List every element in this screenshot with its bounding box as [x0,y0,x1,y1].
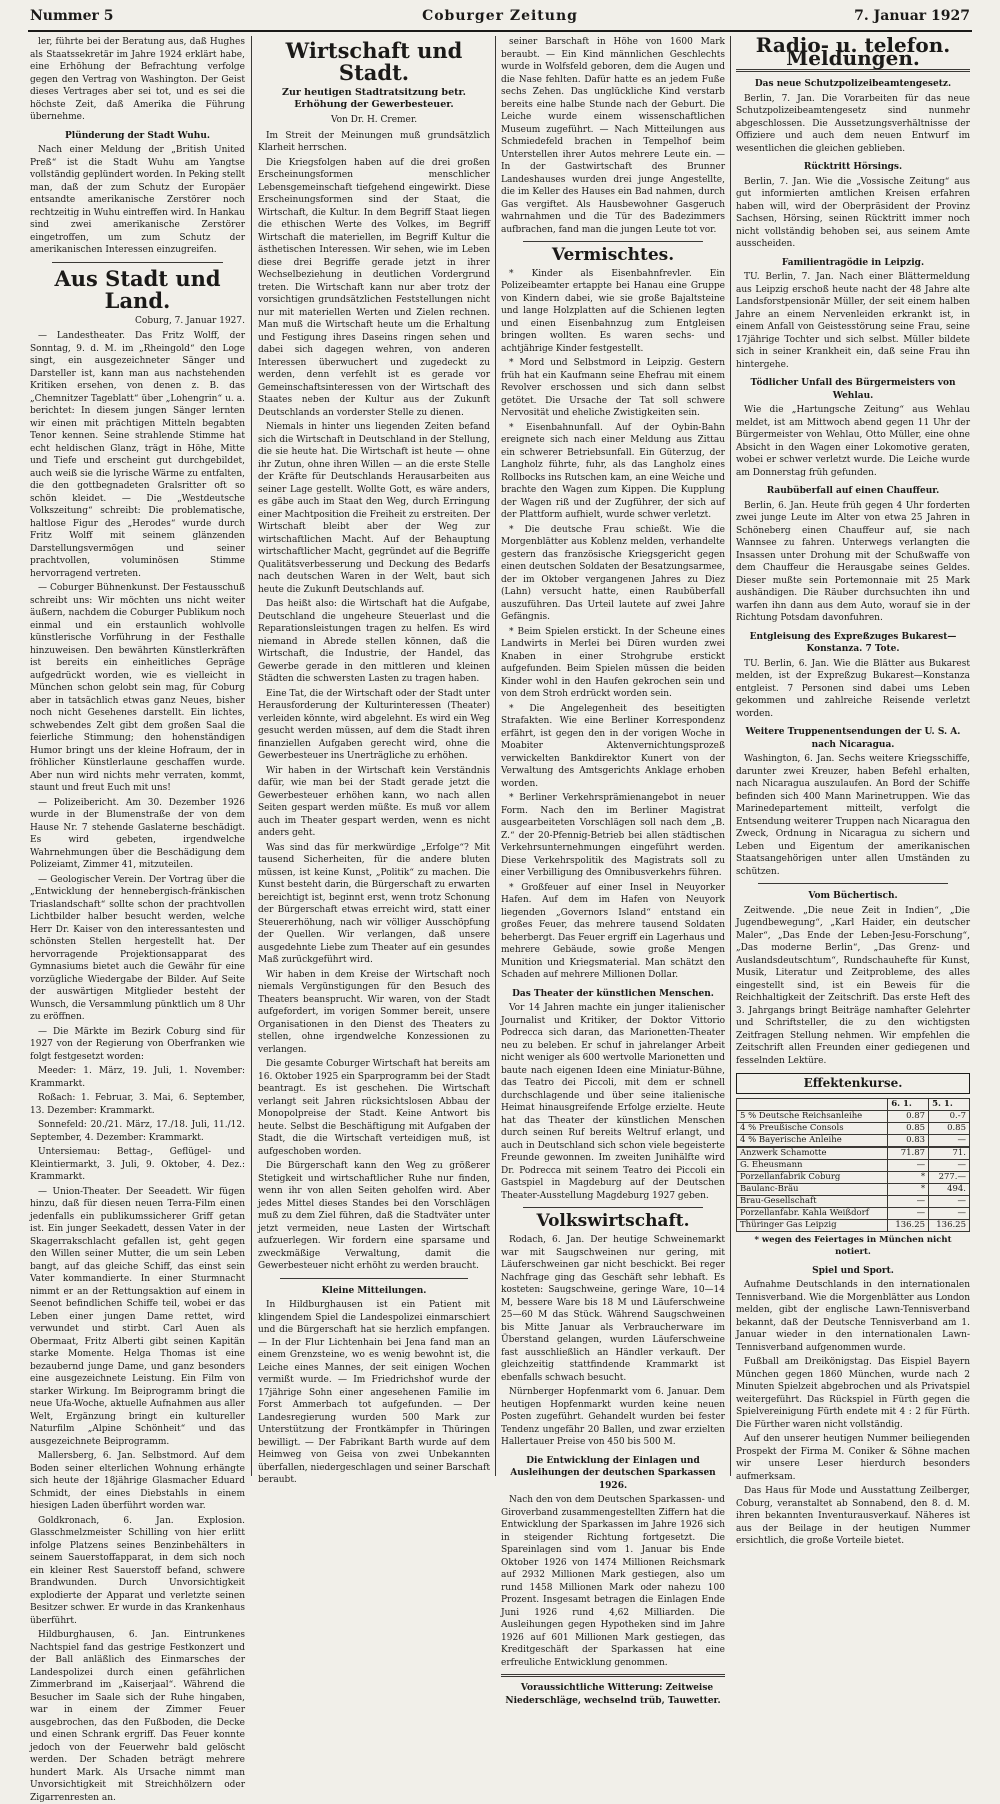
news-headline: Weitere Truppenentsendungen der U. S. A. nach Nicaragua. [745,727,961,750]
table-cell: 4 % Preußische Consols [737,1122,888,1134]
weather-forecast: Voraussichtliche Witterung: Zeitweise Niederschläge, wechselnd trüb, Tauwetter. [505,1683,721,1706]
divider [523,1207,703,1208]
section-heading: Spiel und Sport. [812,1265,894,1276]
news-item: * Mord und Selbstmord in Leipzig. Gestern früh hat ein Kaufmann seine Ehefrau mit einem Revolver erschossen und sich dann selbst getötet. Die Ursache der Tat soll schwere Nervosität und eheliche Zwistigkeiten sein. [501,358,725,419]
article-body: Mallersberg, 6. Jan. Selbstmord. Auf dem Boden seiner elterlichen Wohnung erhängte sich heute der 18jährige Glasmacher Eduard Schmidt, der eines Diebstahls in einem hiesigen Laden überführt worden war. [30,1451,245,1512]
news-headline: Tödlicher Unfall des Bürgermeisters von Wehlau. [750,378,956,401]
table-cell: 136.25 [888,1219,929,1231]
table-cell: — [929,1159,970,1171]
table-cell: * [888,1171,929,1183]
news-item: * Die Angelegenheit des beseitigten Strafakten. Wie eine Berliner Korrespondenz erfährt, ist gegen den in der vorigen Woche in Moabiter Aktenvernichtungsprozeß verwickelten Bankdirektor Kunert von der Verwaltung des Amtsgerichts Anklage erhoben worden. [501,703,725,789]
paper-name: Coburger Zeitung [422,8,578,24]
column-3 [501,36,725,1706]
table-row [737,1122,970,1134]
table-cell: — [888,1195,929,1207]
article-headline: Wirtschaft und Stadt. [285,38,463,86]
table-row [737,1195,970,1207]
news-headline: Rücktritt Hörsings. [803,162,903,172]
article-body: Zeitwende. „Die neue Zeit in Indien“, „Die Jugendbewegung“, „Karl Haider, ein deutscher Maler“, „Das Ende der Leben-Jesu-Forschung“, „Das moderne Berlin“, „Das Grenz- und Auslandsdeutschtum“, Rundschauhefte für Kunst, Musik, Literatur und Zeitprobleme, des alles eingestellt sind, ist ein Beweis für die Reichhaltigkeit der Zeitschrift. Das erste Heft des 3. Jahrgangs bringt Beiträge namhafter Gelehrter und Schriftsteller, die zu den wichtigsten Zeitfragen Stellung nehmen. Wir empfehlen die Zeitschrift allen Freunden einer gediegenen und fesselnden Lektüre. [736,905,970,1066]
news-headline: Raubüberfall auf einen Chauffeur. [766,486,940,496]
table-cell: Baulanc-Bräu [737,1183,888,1195]
table-row [737,1159,970,1171]
table-row [737,1183,970,1195]
column-divider [495,36,496,1476]
table-row [737,1171,970,1183]
section-heading: Vermischtes. [551,245,675,265]
sport-item: Aufnahme Deutschlands in den internationalen Tennisverband. Wie die Morgenblätter aus London melden, gibt der englische Lawn-Tennisverband bekannt, daß der Deutsche Tennisverband am 1. Januar wieder in den internationalen Lawn-Tennisverband aufgenommen wurde. [736,1280,970,1353]
table-cell: — [888,1159,929,1171]
article-paragraph: Im Streit der Meinungen muß grundsätzlich Klarheit herrschen. [258,130,490,154]
article-paragraph: Was sind das für merkwürdige „Erfolge“? Mit tausend Sicherheiten, für die andere bluten müssen, ist keine Kunst, „Politik“ zu machen. Die Kunst besteht darin, die Bürgerschaft zu erwarten bereichtigt ist, beginnt erst, wenn trotz Schonung der Bürgerschaft etwas erreicht wird, statt einer Steuererhöhung, nach wir völliger Ausschöpfung der Quellen. Wir verlangen, daß unsere ausgedehnte Liebe zum Theater auf ein gesundes Maß zurückgeführt wird. [258,842,490,966]
market-line: Roßach: 1. Februar, 3. Mai, 6. September, 13. Dezember: Krammarkt. [30,1093,245,1116]
section-heading: Vom Büchertisch. [808,891,898,901]
table-header [737,1098,970,1110]
article-headline: Plünderung der Stadt Wuhu. [64,130,211,141]
market-line: Untersiemau: Bettag-, Geflügel- und Kleintiermarkt, 3. Juli, 9. Oktober, 4. Dez.: Krammarkt. [30,1147,245,1183]
article-subheading: Zur heutigen Stadtratsitzung betr. Erhöhung der Gewerbesteuer. [282,87,466,111]
masthead-rule [28,30,972,32]
news-item: * Die deutsche Frau schießt. Wie die Morgenblätter aus Koblenz melden, verhandelte gestern das französische Kriegsgericht gegen einen deutschen Soldaten der Besatzungsarmee, der im Oktober vergangenen Jahres zu Diez (Lahn) versucht hatte, einen Raubüberfall auszuführen. Das Urteil lautete auf zwei Jahre Gefängnis. [501,524,725,623]
sport-items [736,1279,970,1548]
news-headline: Entgleisung des Expreßzuges Bukarest—Konstanza. 7 Tote. [749,631,957,654]
table-cell: Porzellanfabr. Kahla Weißdorf [737,1207,888,1219]
article-paragraph: Die Kriegsfolgen haben auf die drei großen Erscheinungsformen menschlicher Lebensgemeinschaft tiefgehend eingewirkt. Diese Erscheinungsformen sind der Staat, die Wirtschaft, die Kultur. In dem Begriff Staat liegen die ethischen Werte des Volkes, im Begriff Wirtschaft die materiellen, im Begriff Kultur die ästhetischen Interessen. Wir sehen, wie im Leben diese drei Begriffe gerade jetzt in ihrer Wechselbeziehung in deutlichen Vordergrund treten. Die Wirtschaft kann nur aber trotz der vorsichtigen grundsätzlichen Feststellungen nicht nur mit materiellen Werten und Zielen rechnen. Man muß die Wirtschaft heute um die Erhaltung und Festigung ihres Daseins ringen sehen und dabei sich dagegen wehren, von anderen Interessen überwuchert und zugedeckt zu werden, denn verfehlt ist es gerade vor Gemeinschaftsinteressen von der Wirtschaft des Staates neben der Kultur aus der Zukunft Deutschlands an vorderster Stelle zu dienen. [258,157,490,418]
divider [523,241,703,242]
table-cell: — [929,1134,970,1146]
table-cell: 0.83 [888,1134,929,1146]
column-header: 5. 1. [929,1098,970,1110]
column-divider [730,36,731,1476]
table-cell: G. Eheusmann [737,1159,888,1171]
sport-item: Auf den unserer heutigen Nummer beiliegenden Prospekt der Firma M. Coniker & Söhne machen wir unsere Leser hierdurch besonders aufmerksam. [736,1434,970,1482]
table-row [737,1207,970,1219]
stock-rates-table [736,1098,970,1232]
market-line: Sonnefeld: 20./21. März, 17./18. Juli, 11./12. September, 4. Dezember: Krammarkt. [30,1120,245,1143]
news-body: Wie die „Hartungsche Zeitung“ aus Wehlau meldet, ist am Mittwoch abend gegen 11 Uhr der Bürgermeister von Wehlau, Otto Müller, eine ohne Absicht in den Wagen einer Lokomotive geraten, wobei er schwer verletzt wurde. Die Leiche wurde am Donnerstag früh gefunden. [736,405,970,478]
divider [52,262,223,263]
table-footnote: * wegen des Feiertages in München nicht notiert. [754,1234,952,1257]
table-cell: 0.-7 [929,1110,970,1122]
table-row [737,1147,970,1159]
news-body: Berlin, 6. Jan. Heute früh gegen 4 Uhr forderten zwei junge Leute im Alter von etwa 25 Jahren in Schöneberg einen Chauffeur auf, sie nach Wannsee zu fahren. Unterwegs verlangten die Insassen unter Drohung mit der Schußwaffe von dem Chauffeur die Herausgabe seines Geldes. Dieser mußte sein Portemonnaie mit 25 Mark aushändigen. Die Räuber durchsuchten ihn und warfen ihn dann aus dem Auto, worauf sie in der Richtung Potsdam davonfuhren. [736,500,970,623]
news-body: TU. Berlin, 6. Jan. Wie die Blätter aus Bukarest melden, ist der Expreßzug Bukarest—Konstanza entgleist. 7 Personen sind dabei ums Leben gekommen und zahlreiche Reisende verletzt worden. [736,658,970,719]
article-paragraph: Niemals in hinter uns liegenden Zeiten befand sich die Wirtschaft in Deutschland in der Stellung, die sie heute hat. Die Wirtschaft ist heute — ohne ihr Zutun, ohne ihren Willen — an die erste Stelle der Kräfte für Deutschlands Herausarbeiten aus seiner Lage gestellt. Wollte Gott, es wäre anders, es gäbe auch im Staat den Weg, durch Erringung einer Machtposition die Freiheit zu erstreiten. Der Wirtschaft bleibt aber der Weg zur wirtschaftlichen Macht. Auf der Behauptung wirtschaftlicher Macht, gegründet auf die Begriffe Qualitätsverbesserung und Deckung des Bedarfs nach deutschen Waren in der Welt, baut sich heute die Zukunft Deutschlands auf. [258,422,490,595]
article-paragraph: Wir haben in dem Kreise der Wirtschaft noch niemals Vergünstigungen für den Besuch des Theaters beansprucht. Wir waren, von der Stadt aufgefordert, im vorigen Sommer bereit, unsere Organisationen in den Dienst des Theaters zu stellen, ohne irgendwelche Konzessionen zu verlangen. [258,969,490,1055]
news-items [736,78,970,878]
table-cell: 136.25 [929,1219,970,1231]
page-number: Nummer 5 [30,8,114,24]
article-continued: seiner Barschaft in Höhe von 1600 Mark beraubt. — Ein Kind männlichen Geschlechts wurde in Wolfsfeld geboren, dem die Augen und die Nase fehlten. Dafür hatte es an jedem Fuße sechs Zehen. Das unglückliche Kind verstarb bereits eine halbe Stunde nach der Geburt. Die Leiche wurde einem wissenschaftlichen Museum zugeführt. — Nach Mitteilungen aus Schmiedefeld brachen in Tempelhof beim Unterstellen ihrer Autos mehrere Leute ein. — In der Gastwirtschaft des Brunner Landeshauses wurden drei junge Angestellte, die im Keller des Hauses ein Bad nahmen, durch Gas vergiftet. Als Hausbewohner Gasgeruch wahrnahmen und die Tür des Badezimmers aufbrachen, fand man die jungen Leute tot vor. [501,37,725,235]
news-items [501,268,725,982]
column-4 [736,33,970,1546]
article-body: In Hildburghausen ist ein Patient mit klingendem Spiel die Landespolizei einmarschiert und die Bürgerschaft hat sie herzlich empfangen. — In der Flur Lichtenhain bei Jena fand man an einem Grenzsteine, wo es wenig bewohnt ist, die Leiche eines Mannes, der seit einigen Wochen vermißt wurde. — Im Friedrichshof wurde der 17jährige Sohn einer angesehenen Familie im Forst Ammerbach tot aufgefunden. — Der Landesregierung wurden 500 Mark zur Unterstützung der Frontkämpfer in Thüringen bewilligt. — Der Fabrikant Barth wurde auf dem Heimweg von Geisa von zwei Unbekannten überfallen, niedergeschlagen und seiner Barschaft beraubt. [258,1300,490,1486]
divider [758,883,948,884]
news-body: Berlin, 7. Jan. Wie die „Vossische Zeitung“ aus gut informierten amtlichen Kreisen erfahren haben will, wird der Oberpräsident der Provinz Sachsen, Hörsing, seinen Rücktritt immer noch nicht vollständig behoben sei, aus seinem Amte ausscheiden. [736,176,970,249]
article-body: — Geologischer Verein. Der Vortrag über die „Entwicklung der hennebergisch-fränkischen Triaslandschaft“ sollte schon der prachtvollen Lichtbilder halber besucht werden, welche Herr Dr. Kaiser von den interessantesten und schönsten Stellen hergestellt hat. Der hervorragende Projektionsapparat des Gymnasiums bietet auch die Gewähr für eine vorzügliche Wiedergabe der Bilder. Auf Seite der auswärtigen Mitglieder besteht der Wunsch, die Versammlung pünktlich um 8 Uhr zu eröffnen. [30,874,245,1023]
article-continued: ler, führte bei der Beratung aus, daß Hughes als Staatssekretär im Jahre 1924 erklärt habe, eine Erhöhung der Befrachtung verfolge gegen den Vertrag von Washington. Der Geist dieses Vertrages aber sei tot, und es sei die höchste Zeit, daß Amerika die Führung übernehme. [30,37,245,122]
article-body: Goldkronach, 6. Jan. Explosion. Glasschmelzmeister Schilling von hier erlitt infolge Platzens seines Benzinbehälters in seinem Sauerstoffapparat, in dem sich noch ein kleiner Rest Sauerstoff befand, schwere Brandwunden. Durch Unvorsichtigkeit explodierte der Apparat und verletzte seinen Besitzer schwer. Er wurde in das Krankenhaus überführt. [30,1515,245,1626]
column-2 [258,36,490,1486]
table-cell: — [888,1207,929,1219]
article-headline: Die Entwicklung der Einlagen und Ausleihungen der deutschen Sparkassen 1926. [510,1455,716,1491]
article-paragraph: Die Bürgerschaft kann den Weg zu größerer Stetigkeit und wirtschaftlicher Ruhe nur finden, wenn ihr von allen Seiten geholfen wird. Aber jedes Mittel dieses Standes bei den Vorschlägen muß zu dem Ziel führen, daß die Stadtväter unter jetzt vermeiden, neue Lasten der Wirtschaft aufzuerlegen. Wir fordern eine sparsame und zweckmäßige Verwaltung, damit die Gewerbesteuer nicht erhöht zu werden braucht. [258,1161,490,1272]
table-row [737,1110,970,1122]
article-body: — Die Märkte im Bezirk Coburg sind für 1927 von der Regierung von Oberfranken wie folgt festgesetzt worden: [30,1026,245,1062]
table-body [737,1110,970,1231]
news-item: * Großfeuer auf einer Insel in Neuyorker Hafen. Auf dem im Hafen von Neuyork liegenden „Governors Island“ entstand ein großes Feuer, das mehrere tausend Soldaten beherbergt. Das Feuer ergriff ein Lagerhaus und mehrere Gebäude, sowie große Mengen Munition und Kriegsmaterial. Man schätzt den Schaden auf mehrere Millionen Dollar. [501,882,725,981]
section-heading: Aus Stadt und Land. [54,265,221,313]
dateline: Coburg, 7. Januar 1927. [135,315,245,326]
article-body: — Union-Theater. Der Seeadett. Wir fügen hinzu, daß für diesen neuen Terra-Film einen jedenfalls ein publikumssicherer Griff getan ist. Ein junger Seekadett, dessen Vater in der Skagerrakschlacht gefallen ist, geht gegen den Willen seiner Mutter, die um sein Leben bangt, auf das gleiche Schiff, das einst sein Vater kommandierte. In einer Sturmnacht nimmt er an der Rettungsaktion auf einem in Seenot befindlichen Schiffe teil, wobei er das Leben einer jungen Dame rettet, wird verwundet und stirbt. Carl Auen als Obermaat, Fritz Alberti gibt seinen Kapitän starke Momente. Helga Thomas ist eine bezaubernd junge Dame, und ganz besonders eine ausgezeichnete Leistung. Ein Film von starker Wirkung. Im Beiprogramm bringt die neue Ufa-Woche, aktuelle Aufnahmen aus aller Welt, Ergänzung bringt ein kultureller Naturfilm „Alpine Schönheit“ und das ausgezeichnete Beiprogramm. [30,1186,245,1447]
table-cell: 0.87 [888,1110,929,1122]
column-1 [30,36,246,1803]
section-heading: Radio- u. telefon. Meldungen. [755,33,951,70]
divider [501,1674,725,1677]
column-header: 6. 1. [888,1098,929,1110]
news-headline: Familientragödie in Leipzig. [781,257,925,268]
article-body: Rodach, 6. Jan. Der heutige Schweinemarkt war mit Saugschweinen nur gering, mit Läuferschweinen gar nicht beschickt. Bei reger Nachfrage ging das Geschäft sehr lebhaft. Es kosteten: Saugschweine, geringe Ware, 10—14 M, bessere Ware bis 18 M und Läuferschweine 25—60 M das Stück. Während Saugschweinen bis Mitte Januar als Verbraucherware im Überstand gelangen, wurden Läuferschweine fast ausschließlich an Händler verkauft. Der gleichzeitig stattfindende Krammarkt ist ebenfalls schwach besucht. [501,1235,725,1383]
table-cell: Porzellanfabrik Coburg [737,1171,888,1183]
news-item: * Beim Spielen erstickt. In der Scheune eines Landwirts in Merlei bei Düren wurden zwei Knaben in einer Strohgrube erstickt aufgefunden. Beim Spielen müssen die beiden Kinder wohl in den Haufen gekrochen sein und von dem Stroh erdrückt worden sein. [501,626,725,700]
table-cell: 5 % Deutsche Reichsanleihe [737,1110,888,1122]
sport-item: Das Haus für Mode und Ausstattung Zeilberger, Coburg, veranstaltet ab Sonnabend, den 8. d. M. ihren bekannten Inventurausverkauf. Näheres ist aus der Beilage in der heutigen Nummer ersichtlich, die große Vorteile bietet. [736,1486,970,1546]
table-cell: Anzwerk Schamotte [737,1147,888,1159]
rates-heading: Effektenkurse. [736,1073,970,1094]
market-list [30,1065,245,1184]
issue-date: 7. Januar 1927 [854,8,970,24]
article-paragraph: Das heißt also: die Wirtschaft hat die Aufgabe, Deutschland die ungeheure Steuerlast und die Reparationsleistungen tragen zu helfen. Es wird niemand in Abrede stellen können, daß die Wirtschaft, die Industrie, der Handel, das Gewerbe gerade in den mittleren und kleinen Städten die schwersten Lasten zu tragen haben. [258,599,490,685]
sport-item: Fußball am Dreikönigstag. Das Eispiel Bayern München gegen 1860 München, wurde nach 2 Minuten Spielzeit abgebrochen und als Privatspiel weitergeführt. Das Rückspiel in Fürth gegen die Spielvereinigung Fürth endete mit 4 : 2 für Fürth. Die Fürther waren nicht vollständig. [736,1357,970,1430]
news-item: * Berliner Verkehrsprämienangebot in neuer Form. Nach den im Berliner Magistrat ausgearbeiteten Vorschlägen soll nach dem „B. Z.“ der 20-Pfennig-Betrieb bei allen städtischen Verkehrsunternehmungen eingeführt werden. Diese Verkehrspolitik des Magistrats soll zu einer Verbilligung des Omnibusverkehrs führen. [501,793,725,879]
column-divider [251,36,252,1476]
article-body: Vor 14 Jahren machte ein junger italienischer Journalist und Kritiker, der Doktor Vittorio Podrecca sich daran, das Marionetten-Theater neu zu beleben. Er schuf in jahrelanger Arbeit nicht weniger als 600 wertvolle Marionetten und baute nach eigenen Ideen eine Miniatur-Bühne, das Teatro dei Piccoli, mit dem er schnell durchschlagende und über seine italienische Heimat hinausgreifende Erfolge erzielte. Heute hat das Theater der künstlichen Menschen durch seinen Ruf bereits Weltruf erlangt, und auch in Deutschland sich schon viele begeisterte Freunde gewonnen. Im zweiten Junihälfte wird Dr. Podrecca mit seinem Teatro dei Piccoli ein Gastspiel in Magdeburg auf der Deutschen Theater-Ausstellung Magdeburg 1927 geben. [501,1003,725,1201]
table-row [737,1134,970,1146]
table-cell: Thüringer Gas Leipzig [737,1219,888,1231]
article-paragraph: Eine Tat, die der Wirtschaft oder der Stadt unter Herausforderung der Kulturinteressen (Theater) verleiden könnte, wird abgelehnt. Es wird ein Weg gesucht werden müssen, auf dem die Stadt ihren finanziellen Aufgaben gerecht wird, ohne die Gewerbesteuer ins Unerträgliche zu erhöhen. [258,688,490,762]
divider [280,1278,468,1279]
table-cell: Brau-Gesellschaft [737,1195,888,1207]
table-cell: 4 % Bayerische Anleihe [737,1134,888,1146]
news-headline: Das neue Schutzpolizeibeamtengesetz. [754,79,952,89]
article-body: Nach den von dem Deutschen Sparkassen- und Giroverband zusammengestellten Ziffern hat die Entwicklung der Sparkassen im Jahre 1926 sich in steigender Richtung fortgesetzt. Die Spareinlagen sind vom 1. Januar bis Ende Oktober 1926 von 1474 Millionen Reichsmark auf 2932 Millionen Mark gestiegen, also um rund 1458 Millionen Mark oder nahezu 100 Prozent. Insgesamt betragen die Einlagen Ende Juni 1926 rund 4,62 Milliarden. Die Ausleihungen gegen Hypotheken sind im Jahre 1926 auf 601 Millionen Mark gestiegen, das Kreditgeschäft der Sparkassen hat eine erfreuliche Entwicklung genommen. [501,1495,725,1668]
article-headline: Das Theater der künstlichen Menschen. [512,988,714,999]
article-body: Nach einer Meldung der „British United Preß“ ist die Stadt Wuhu am Yangtse vollständig geplündert worden. In Peking stellt man, daß der zum Schutz der Europäer entsandte amerikanische Zerstörer noch rechtzeitig in Wuhu eintreffen wird. In Hankau sind zwei amerikanische Zerstörer eingetroffen, um zum Schutz der amerikanischen Interessen einzugreifen. [30,145,246,255]
table-cell: 277.— [929,1171,970,1183]
table-cell: 0.85 [929,1122,970,1134]
article-body: — Polizeibericht. Am 30. Dezember 1926 wurde in der Blumenstraße der von dem Hause Nr. 7 stehende Gaslaterne beschädigt. Es wird gebeten, irgendwelche Wahrnehmungen über die Beschädigung dem Polizeiamt, Zimmer 41, mitzuteilen. [30,797,245,871]
table-cell: * [888,1183,929,1195]
news-body: TU. Berlin, 7. Jan. Nach einer Blättermeldung aus Leipzig erschoß heute nacht der 48 Jahre alte Landsforstpensionär Müller, der seit einem halben Jahre an einem Nervenleiden erkrankt ist, in einem Anfall von Geistesstörung seine Frau, seine 17jährige Tochter und sich selbst. Müller bildete sich in seiner Krankheit ein, daß seine Frau ihn hintergehe. [736,272,970,370]
news-body: Washington, 6. Jan. Sechs weitere Kriegsschiffe, darunter zwei Kreuzer, haben Befehl erhalten, nach Nicaragua auszulaufen. An Bord der Schiffe befinden sich 400 Mann Marinetruppen. Wie das Marinedepartement mitteilt, verfolgt die Entsendung weiterer Truppen nach Nicaragua den Zweck, Ordnung in Nicaragua zu sichern und Leben und Eigentum der amerikanischen Staatsangehörigen unter allen Umständen zu schützen. [736,754,970,877]
news-body: Berlin, 7. Jan. Die Vorarbeiten für das neue Schutzpolizeibeamtengesetz sind nunmehr abgeschlossen. Die Aussetzungsverhältnisse der Offiziere und auch dem neuen Entwurf im wesentlichen die gleichen geblieben. [736,93,970,154]
section-heading: Kleine Mitteilungen. [321,1285,427,1296]
masthead [30,8,970,30]
article-body: Hildburghausen, 6. Jan. Eintrunkenes Nachtspiel fand das gestrige Festkonzert und der Ball anläßlich des Einmarsches der Landespolizei durch einen gefährlichen Zimmerbrand im „Kaiserjaal“. Während die Besucher im Saale sich der Ruhe hingaben, war in einem der Zimmer Feuer ausgebrochen, das den Fußboden, die Decke und einen Schrank ergriff. Das Feuer konnte jedoch von der Feuerwehr bald gelöscht werden. Der Schaden beträgt mehrere hundert Mark. Als Ursache nimmt man Unvorsichtigkeit mit Streichhölzern oder Zigarrenresten an. [30,1630,245,1803]
table-cell: — [929,1207,970,1219]
table-cell: 494. [929,1183,970,1195]
table-row [737,1219,970,1231]
news-item: * Eisenbahnunfall. Auf der Oybin-Bahn ereignete sich nach einer Meldung aus Zittau ein schwerer Betriebsunfall. Ein Güterzug, der Langholz führte, fuhr, als das Langholz eines Rollbocks ins Rutschen kam, an eine Weiche und brachte den Wagen zum Kippen. Die Kupplung der Wagen riß und der Zugführer, der sich auf der Plattform aufhielt, wurde schwer verletzt. [501,422,725,521]
table-cell: 71. [929,1147,970,1159]
article-paragraph: Wir haben in der Wirtschaft kein Verständnis dafür, wie man bei der Stadt gerade jetzt die Gewerbesteuer erhöhen kann, wo nach allen Seiten gespart werden müßte. Es muß vor allem auch im Theater gespart werden, wenn es nicht anders geht. [258,765,490,839]
article-paragraph: Die gesamte Coburger Wirtschaft hat bereits am 16. Oktober 1925 ein Sparprogramm bei der Stadt beantragt. Es ist geschehen. Die Wirtschaft verlangt seit Jahren rücksichtslosen Abbau der Monopolpreise der Stadt. Keine Antwort bis heute. Selbst die Beschäftigung mit Aufgaben der Stadt, die die Wirtschaft verteidigen muß, ist aufgeschoben worden. [258,1059,490,1157]
byline: Von Dr. H. Cremer. [330,115,418,126]
table-cell: 71.87 [888,1147,929,1159]
article-body: — Coburger Bühnenkunst. Der Festausschuß schreibt uns: Wir möchten uns nicht weiter äußern, nachdem die Coburger Publikum noch einmal und ein erstaunlich wohlvolle künstlerische Vorführung in der Festhalle hinzuweisen. Den bewährten Künstlerkräften ist bereits ein einheitliches Gepräge aufgedrückt worden, wie es vielleicht in München schon gelobt sein mag, für Coburg aber in tatsächlich etwas ganz Neues, bisher noch nicht Gesehenes darstellt. Ein lichtes, schwebendes Zelt gibt dem großen Saal die feierliche Stimmung; den hohenständigen Humor bringt uns der kleine Hofraum, der in fröhlicher Künstlerlaune geschaffen wurde. Aber nun wird nichts mehr verraten, kommt, staunt und freut Euch mit uns! [30,583,245,794]
news-item: * Kinder als Eisenbahnfrevler. Ein Polizeibeamter ertappte bei Hanau eine Gruppe von Kindern dabei, wie sie große Bajaltsteine und lange Holzplatten auf die Schienen legten und einen Eisenbahnzug zum Entgleisen bringen wollten. Es waren sechs- und achtjährige Kinder festgestellt. [501,268,725,354]
table-cell: 0.85 [888,1122,929,1134]
article-body: — Landestheater. Das Fritz Wolff, der Sonntag, 9. d. M. im „Rheingold“ den Loge singt, ein ausgezeichneter Sänger und Darsteller ist, kann man aus nachstehenden Kritiken ersehen, von denen z. B. das „Chemnitzer Tageblatt“ über „Lohengrin“ u. a. berichtet: In diesem jungen Sänger lernten wir einen mit prächtigen Mitteln begabten Tenor kennen. Seine strahlende Stimme hat echt heldischen Glanz, trägt in Höhe, Mitte und Tiefe und erscheint gut durchgebildet, auch weiß sie die lyrische Wärme zu entfalten, die den gottbegnadeten Gralsritter oft so schön kleidet. — Die „Westdeutsche Volkszeitung“ schreibt: Die problematische, haltlose Figur des „Herodes“ wurde durch Fritz Wolff mit seinem glänzenden Darstellungsvermögen und seiner prachtvollen, voluminösen Stimme hervorragend vertreten. [30,331,245,579]
market-line: Meeder: 1. März, 19. Juli, 1. November: Krammarkt. [30,1066,245,1089]
column-header [737,1098,888,1110]
table-cell: — [929,1195,970,1207]
article-body: Nürnberger Hopfenmarkt vom 6. Januar. Dem heutigen Hopfenmarkt wurden keine neuen Posten zugeführt. Gehandelt wurden bei fester Tendenz ungefähr 20 Ballen, und zwar erzielten Hallertauer Preise von 450 bis 500 M. [501,1387,725,1448]
article-body [258,130,490,1273]
section-heading: Volkswirtschaft. [536,1211,690,1232]
